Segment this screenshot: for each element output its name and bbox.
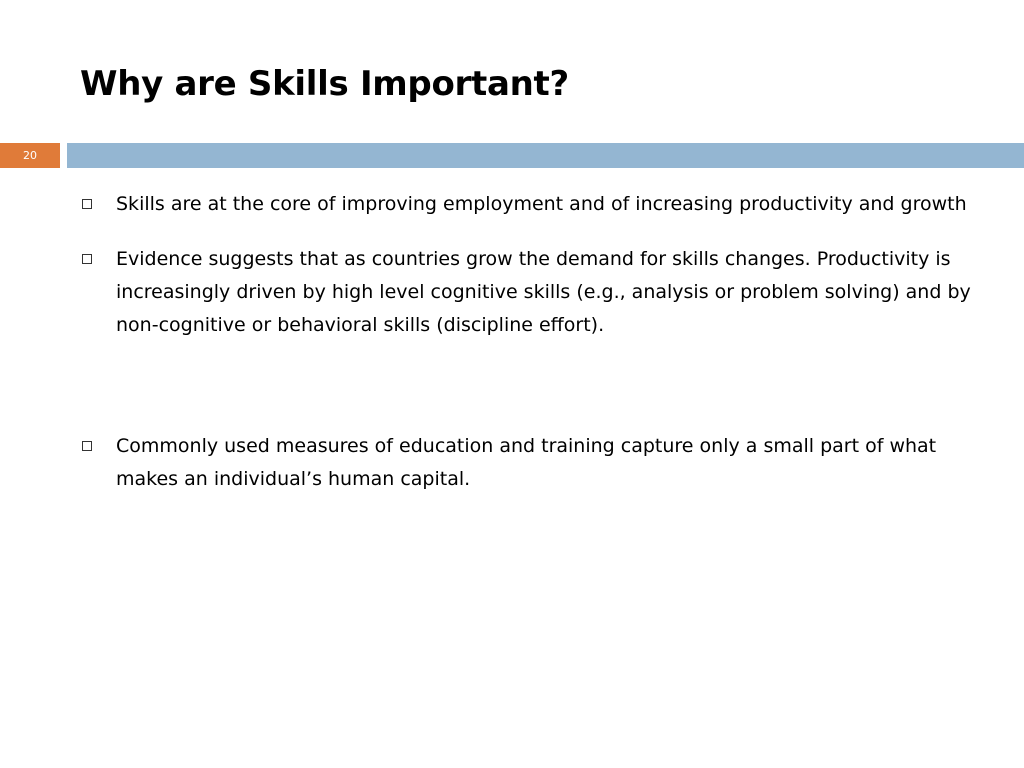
bullet-text: Skills are at the core of improving employment and of increasing productivity and growth xyxy=(116,193,967,215)
bullet-item xyxy=(82,243,982,342)
bullet-text: Evidence suggests that as countries grow the demand for skills changes. Productivity is increasingly driven by high level cognitive skills (e.g., analysis or problem solving) and by non-cognitive or behavioral skills (discipline effort). xyxy=(116,248,971,336)
bullet-list xyxy=(82,188,982,496)
bullet-text: Commonly used measures of education and training capture only a small part of what makes an individual’s human capital. xyxy=(116,435,937,490)
square-bullet-icon xyxy=(82,441,92,451)
header-divider-bar xyxy=(67,143,1024,168)
slide-number: 20 xyxy=(0,143,60,168)
bullet-item xyxy=(82,430,982,496)
square-bullet-icon xyxy=(82,199,92,209)
square-bullet-icon xyxy=(82,254,92,264)
slide-title: Why are Skills Important? xyxy=(80,64,569,104)
bullet-item xyxy=(82,188,982,221)
